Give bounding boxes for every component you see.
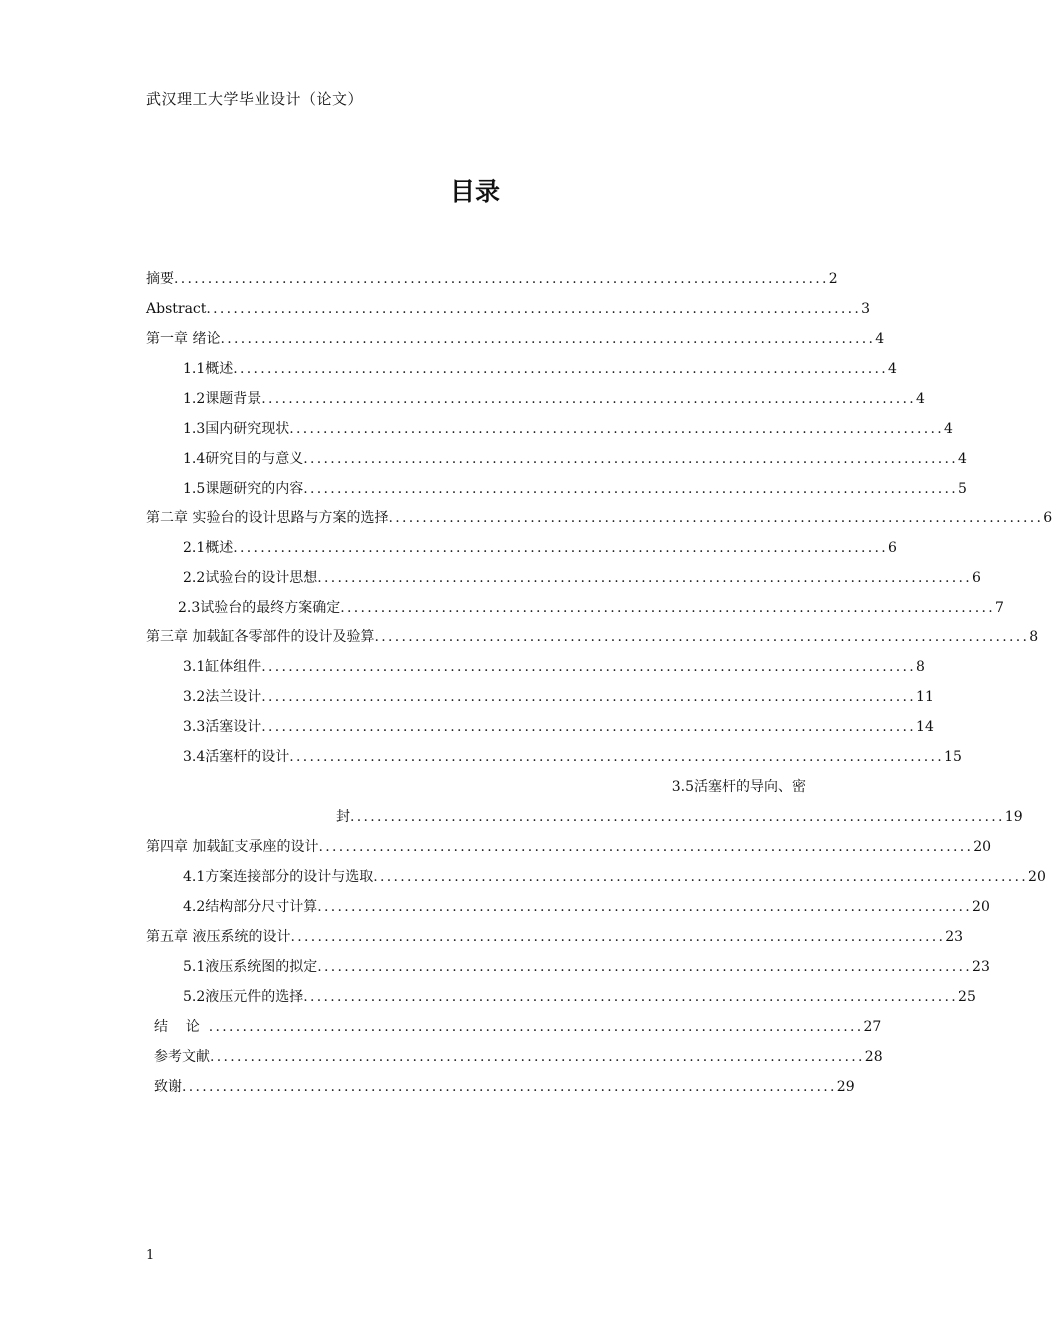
toc-leader-dots: ................................................................................................. [317, 570, 973, 586]
toc-entry-3-4[interactable] [183, 746, 962, 768]
toc-leader-dots: ................................................................................................. [233, 540, 889, 556]
toc-entry-label: 4.2结构部分尺寸计算 [183, 899, 318, 915]
page-number: 1 [146, 1248, 155, 1263]
toc-entry-page: 7 [995, 600, 1004, 616]
toc-leader-dots: ................................................................................................. [317, 899, 973, 915]
toc-entry-label: 参考文献 [154, 1049, 210, 1065]
toc-entry-label: 第一章 绪论 [146, 331, 221, 347]
toc-entry-page: 11 [916, 689, 934, 705]
toc-entry-label: 5.1液压系统图的拟定 [183, 959, 318, 975]
toc-entry-label: 结 论 [154, 1019, 209, 1035]
toc-entry-1-3[interactable] [183, 418, 953, 440]
toc-entry-5-1[interactable] [183, 956, 990, 978]
toc-leader-dots: ................................................................................................. [374, 629, 1030, 645]
toc-entry-page: 19 [1004, 809, 1023, 825]
toc-leader-dots: ................................................................................................. [289, 421, 945, 437]
toc-entry-1-1[interactable] [183, 358, 897, 380]
toc-leader-dots: ................................................................................................. [233, 361, 889, 377]
toc-entry-label: Abstract [146, 301, 207, 317]
toc-entry-label: 5.2液压元件的选择 [183, 989, 304, 1005]
toc-entry-page: 4 [916, 391, 925, 407]
toc-leader-dots: ................................................................................................. [261, 689, 917, 705]
toc-entry-2-2[interactable] [183, 567, 981, 589]
toc-leader-dots: ................................................................................................. [174, 271, 829, 287]
toc-leader-dots: ................................................................................................. [373, 869, 1029, 885]
toc-entry-label: 1.5课题研究的内容 [183, 481, 304, 497]
toc-entry-page: 27 [863, 1019, 882, 1035]
toc-entry-chapter-5[interactable] [146, 926, 964, 948]
toc-entry-page: 29 [836, 1079, 855, 1095]
toc-entry-3-3[interactable] [183, 716, 934, 738]
toc-entry-1-2[interactable] [183, 388, 925, 410]
toc-entry-acknowledgements[interactable] [154, 1076, 855, 1098]
toc-entry-page: 4 [875, 331, 885, 347]
toc-leader-dots: ................................................................................................. [206, 301, 862, 317]
toc-entry-page: 20 [973, 839, 992, 855]
toc-entry-label: 1.3国内研究现状 [183, 421, 290, 437]
toc-entry-page: 4 [944, 421, 953, 437]
toc-leader-dots: ................................................................................................. [303, 481, 959, 497]
toc-entry-page: 25 [958, 989, 976, 1005]
toc-entry-page: 6 [1043, 510, 1052, 526]
toc-entry-chapter-2[interactable] [146, 507, 1052, 529]
toc-entry-label: 3.4活塞杆的设计 [183, 749, 290, 765]
toc-entry-3-1[interactable] [183, 656, 925, 678]
toc-entry-label: 2.1概述 [183, 540, 234, 556]
toc-leader-dots: ................................................................................................. [340, 600, 996, 616]
toc-entry-1-5[interactable] [183, 478, 967, 500]
toc-entry-label: 2.2试验台的设计思想 [183, 570, 318, 586]
toc-entry-label: 1.2课题背景 [183, 391, 262, 407]
toc-entry-chapter-3[interactable] [146, 626, 1039, 648]
toc-entry-page: 2 [828, 271, 838, 287]
toc-leader-dots: ................................................................................................. [289, 749, 945, 765]
toc-entry-page: 4 [888, 361, 897, 377]
toc-leader-dots: ................................................................................................. [210, 1049, 865, 1065]
toc-leader-dots: ................................................................................................. [182, 1079, 837, 1095]
toc-entry-3-5-line1[interactable]: 3.5活塞杆的导向、密 [671, 779, 806, 795]
toc-entry-label: 3.2法兰设计 [183, 689, 262, 705]
toc-entry-label: 封 [336, 809, 350, 825]
toc-entry-3-5[interactable] [336, 806, 1023, 828]
document-header: 武汉理工大学毕业设计（论文） [146, 90, 364, 108]
toc-leader-dots: ................................................................................................. [303, 451, 959, 467]
toc-entry-label: 1.1概述 [183, 361, 234, 377]
toc-entry-page: 23 [945, 929, 964, 945]
toc-entry-label: 3.3活塞设计 [183, 719, 262, 735]
toc-entry-page: 6 [888, 540, 897, 556]
toc-entry-label: 3.1缸体组件 [183, 659, 262, 675]
toc-entry-page: 3 [861, 301, 871, 317]
toc-entry-page: 23 [972, 959, 990, 975]
toc-leader-dots: ................................................................................................. [220, 331, 876, 347]
toc-entry-label: 第三章 加载缸各零部件的设计及验算 [146, 629, 375, 645]
toc-entry-3-2[interactable] [183, 686, 934, 708]
toc-leader-dots: ................................................................................................. [318, 839, 974, 855]
toc-entry-page: 15 [944, 749, 962, 765]
toc-leader-dots: ................................................................................................. [317, 959, 973, 975]
toc-entry-label: 致谢 [154, 1079, 182, 1095]
toc-entry-label: 4.1方案连接部分的设计与选取 [183, 869, 374, 885]
toc-entry-page: 20 [972, 899, 990, 915]
toc-entry-label: 2.3试验台的最终方案确定 [178, 600, 341, 616]
toc-entry-label: 第四章 加载缸支承座的设计 [146, 839, 319, 855]
toc-entry-page: 6 [972, 570, 981, 586]
toc-leader-dots: ................................................................................................. [208, 1019, 864, 1035]
toc-entry-label: 摘要 [146, 271, 174, 287]
toc-entry-label: 第五章 液压系统的设计 [146, 929, 291, 945]
toc-entry-5-2[interactable] [183, 986, 976, 1008]
toc-entry-label: 1.4研究目的与意义 [183, 451, 304, 467]
toc-entry-conclusion[interactable] [154, 1016, 882, 1038]
toc-entry-abstract-en[interactable] [146, 298, 871, 320]
toc-entry-chapter-4[interactable] [146, 836, 992, 858]
toc-entry-page: 8 [916, 659, 925, 675]
toc-leader-dots: ................................................................................................. [261, 659, 917, 675]
toc-entry-chapter-1[interactable] [146, 328, 885, 350]
toc-entry-1-4[interactable] [183, 448, 967, 470]
toc-entry-references[interactable] [154, 1046, 883, 1068]
toc-entry-page: 4 [958, 451, 967, 467]
toc-entry-page: 20 [1028, 869, 1046, 885]
toc-entry-page: 8 [1029, 629, 1039, 645]
page-title: 目录 [449, 177, 500, 206]
toc-entry-4-2[interactable] [183, 896, 990, 918]
toc-leader-dots: ................................................................................................. [303, 989, 959, 1005]
toc-entry-page: 5 [958, 481, 967, 497]
toc-leader-dots: ................................................................................................. [261, 391, 917, 407]
toc-leader-dots: ................................................................................................. [350, 809, 1005, 825]
toc-entry-2-3[interactable] [178, 597, 1004, 619]
toc-leader-dots: ................................................................................................. [290, 929, 946, 945]
toc-entry-page: 28 [864, 1049, 883, 1065]
toc-leader-dots: ................................................................................................. [388, 510, 1044, 526]
toc-entry-abstract-cn[interactable] [146, 268, 838, 290]
toc-entry-4-1[interactable] [183, 866, 1046, 888]
toc-entry-page: 14 [916, 719, 934, 735]
toc-entry-label: 第二章 实验台的设计思路与方案的选择 [146, 510, 389, 526]
toc-entry-2-1[interactable] [183, 537, 897, 559]
toc-leader-dots: ................................................................................................. [261, 719, 917, 735]
